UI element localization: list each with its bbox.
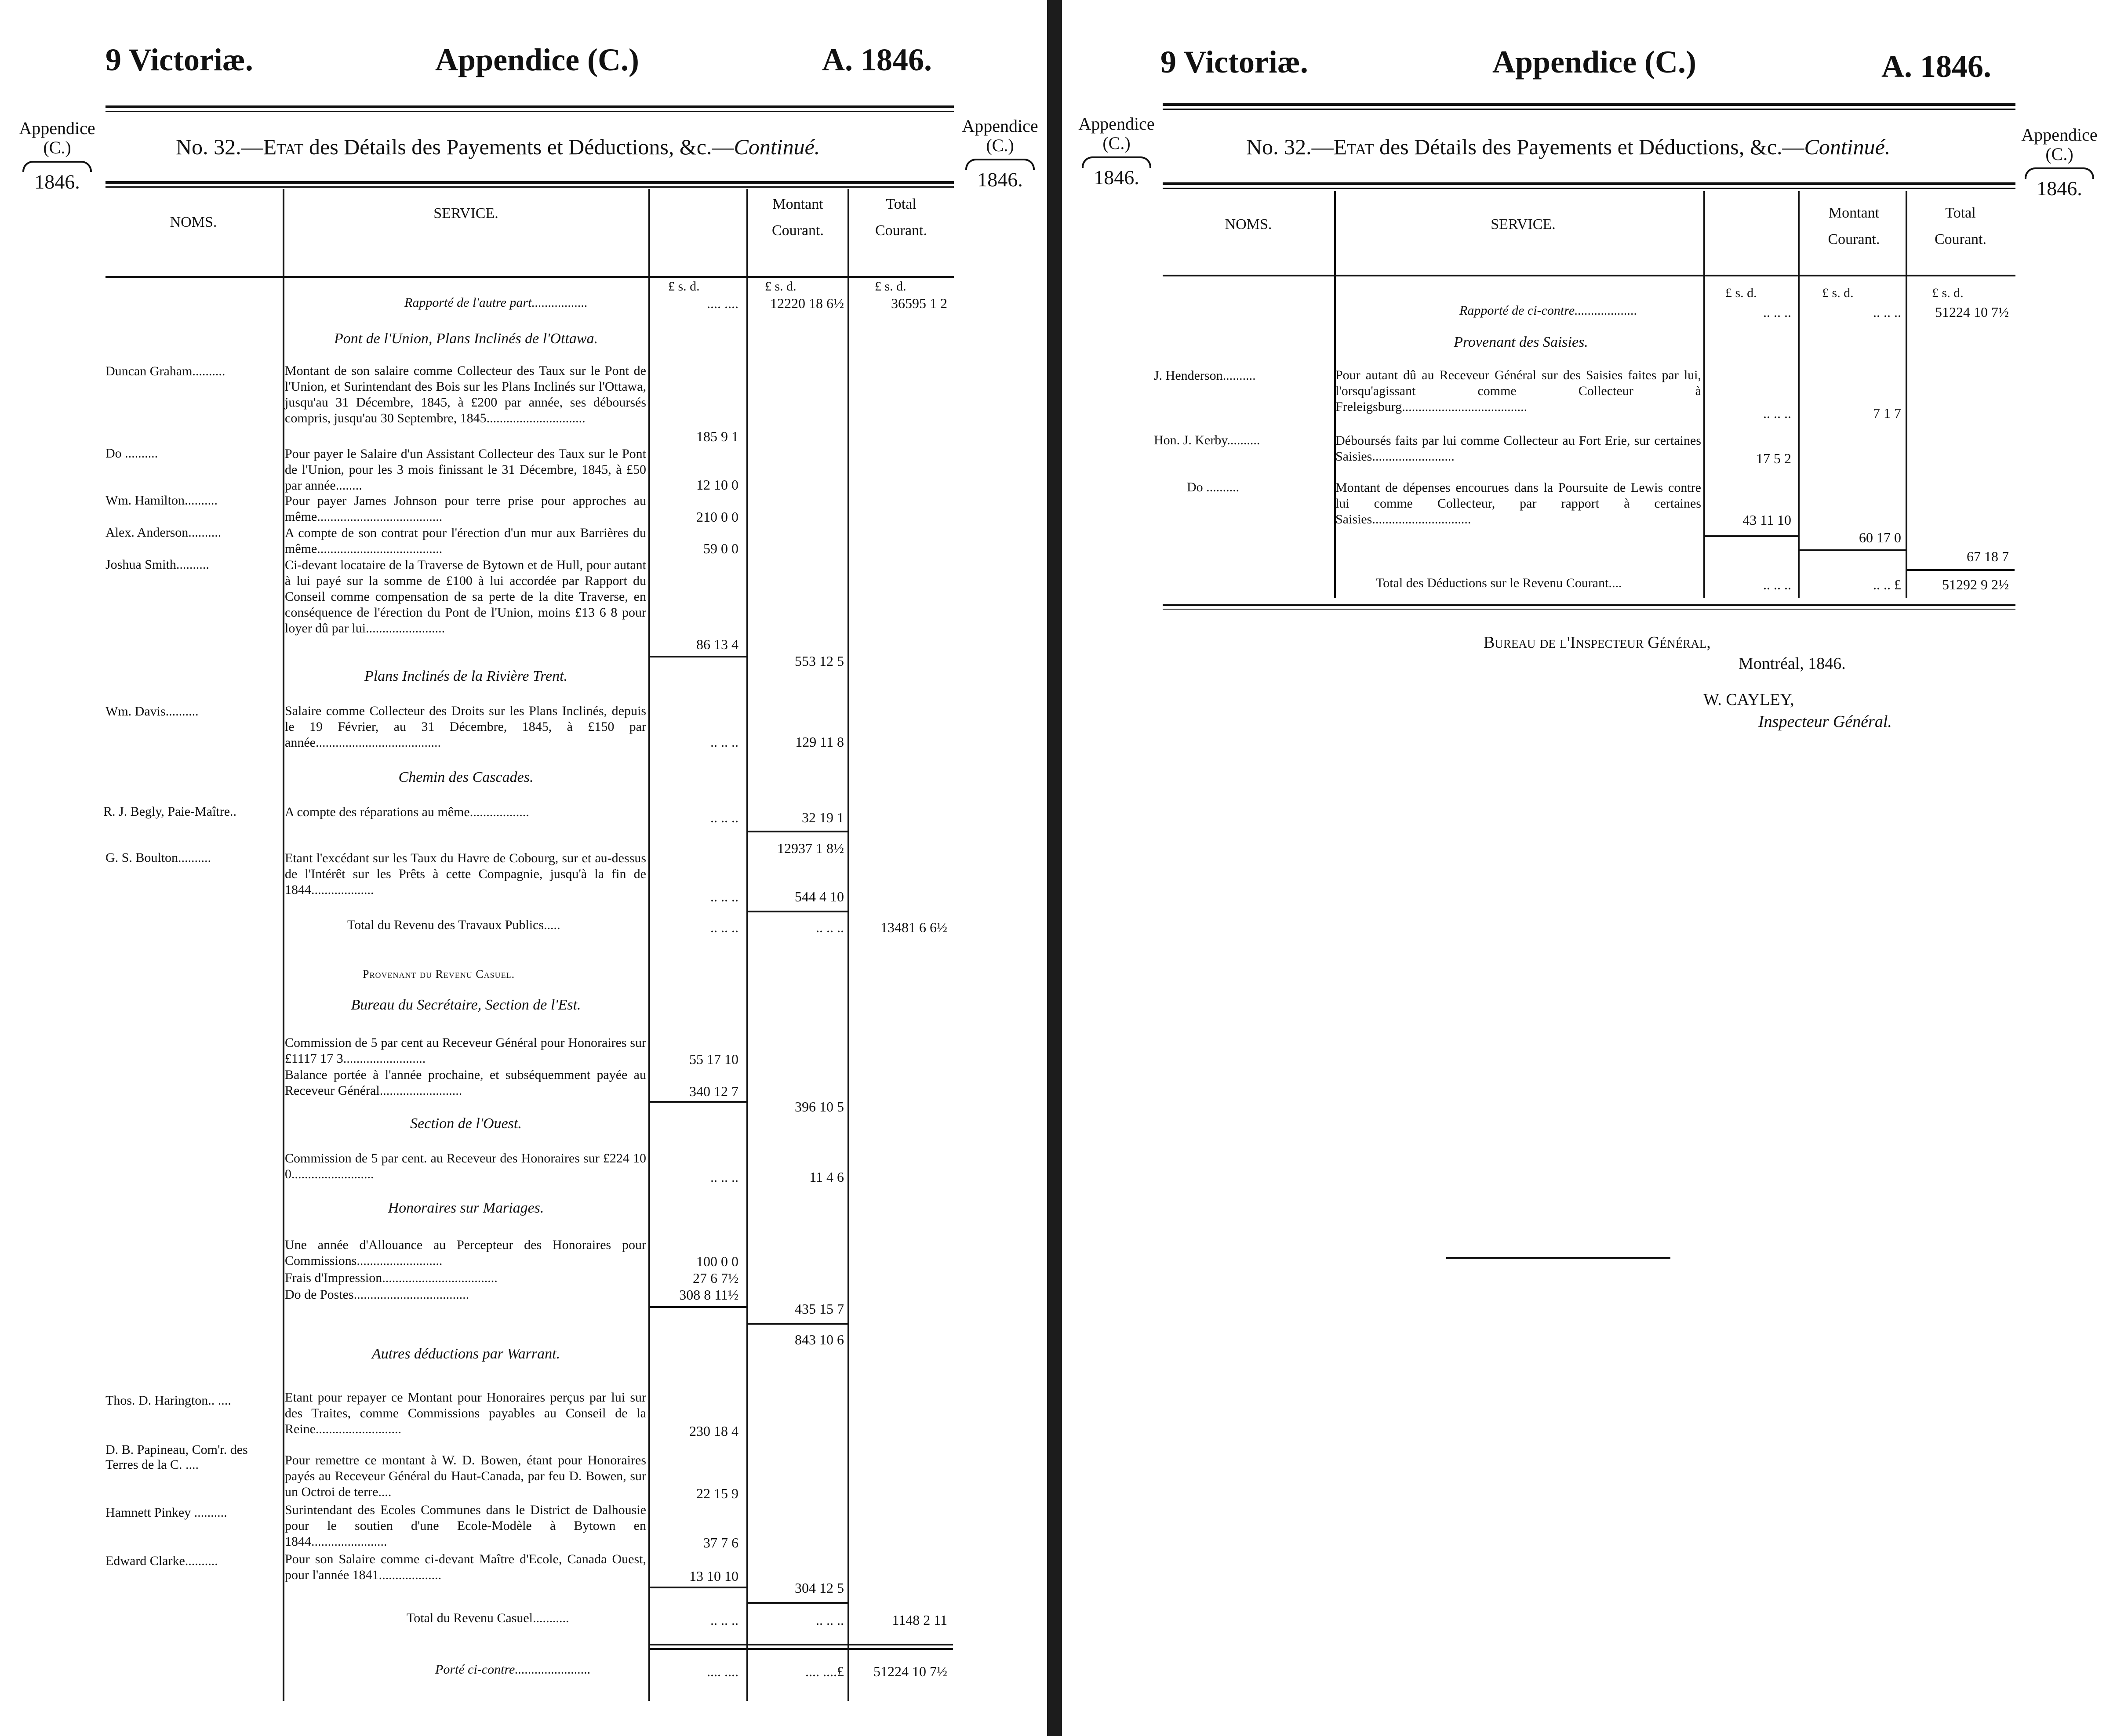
- row-service: Balance portée à l'année prochaine, et subséquemment payée au Receveur Général.........................: [285, 1068, 646, 1098]
- row-c1: 210 0 0: [696, 509, 738, 525]
- row-name: Hon. J. Kerby..........: [1154, 433, 1260, 447]
- row-name: Edward Clarke..........: [105, 1554, 218, 1568]
- row-name: Do ..........: [105, 446, 158, 461]
- place-date-line: Montréal, 1846.: [1739, 654, 1846, 673]
- row-c2: .. .. ..: [816, 919, 844, 935]
- row-c2: 60 17 0: [1859, 530, 1901, 545]
- row-c2: 11 4 6: [809, 1169, 844, 1185]
- row-service: Pour payer le Salaire d'un Assistant Collecteur des Taux sur le Pont de l'Union, pour les 3 mois finissant le 31 Décembre, 1845, à £50 par année........: [285, 447, 646, 493]
- col-header-noms: NOMS.: [1225, 216, 1272, 232]
- row-c1: 37 7 6: [703, 1535, 738, 1551]
- row-service: Montant de son salaire comme Collecteur des Taux sur le Pont de l'Union, et Surintendant des Bois sur les Plans Inclinés sur l'Ottawa, jusqu'au 31 Décembre, 1845, à £200 par année, ses déboursés compris, jusqu'au 30 Septembre, 1845..............................: [285, 363, 646, 425]
- title-rule: [105, 181, 954, 184]
- total-row-label: Total du Revenu Casuel...........: [407, 1611, 569, 1625]
- row-c1: 230 18 4: [689, 1423, 738, 1439]
- row-c3: 1148 2 11: [892, 1612, 947, 1628]
- row-name: Wm. Davis..........: [105, 704, 199, 719]
- row-c2: 396 10 5: [795, 1099, 844, 1115]
- section-caps-heading: Provenant du Revenu Casuel.: [363, 968, 515, 981]
- closing-rule: [1446, 1257, 1670, 1259]
- section-heading: Plans Inclinés de la Rivière Trent.: [364, 668, 568, 684]
- header-rule-thin: [1163, 109, 2015, 110]
- row-c2-subtotal: 12937 1 8½: [777, 840, 844, 856]
- row-name: Thos. D. Harington.. ....: [105, 1393, 231, 1408]
- col-header-service: SERVICE.: [1491, 216, 1556, 232]
- row-c3: 51224 10 7½: [873, 1663, 947, 1679]
- table-title: No. 32.—Etat des Détails des Payements et Déductions, &c.—Continué.: [1246, 134, 1891, 159]
- margin-note-left: Appendice (C.) 1846.: [1078, 114, 1155, 189]
- row-c2: 553 12 5: [795, 653, 844, 669]
- appendix-heading: Appendice (C.): [435, 42, 639, 77]
- header-rule: [1163, 103, 2015, 106]
- total-rule: [650, 1644, 953, 1645]
- lsd-c3: £ s. d.: [1932, 286, 1964, 300]
- row-c1: .... ....: [707, 1663, 738, 1679]
- subtotal-rule: [650, 1306, 746, 1308]
- col-rule-service: [648, 189, 650, 1701]
- row-c1: .. .. ..: [1763, 304, 1791, 320]
- subtotal-rule: [1799, 549, 1906, 551]
- signatory-name: W. CAYLEY,: [1703, 690, 1794, 709]
- lsd-c1: £ s. d.: [1725, 286, 1757, 300]
- row-c1: 340 12 7: [689, 1083, 738, 1099]
- row-service: Pour son Salaire comme ci-devant Maître d'Ecole, Canada Ouest, pour l'année 1841...................: [285, 1552, 646, 1582]
- row-c2: 12220 18 6½: [770, 295, 844, 311]
- lsd-c1: £ s. d.: [668, 279, 700, 294]
- section-heading: Bureau du Secrétaire, Section de l'Est.: [351, 997, 581, 1013]
- row-service: Ci-devant locataire de la Traverse de Bytown et de Hull, pour autant à lui payé sur la somme de £100 à lui accordée par Rapport du Conseil comme compensation de sa perte de la dite Traverse, en conséquence de l'érection du Pont de l'Union, moins £13 6 8 pour loyer dû par lui........................: [285, 558, 646, 636]
- row-c2: 7 1 7: [1873, 405, 1901, 421]
- section-heading: Honoraires sur Mariages.: [388, 1200, 544, 1216]
- year-heading: A. 1846.: [822, 42, 932, 77]
- margin-note-left: Appendice (C.) 1846.: [19, 118, 95, 193]
- signatory-title: Inspecteur Général.: [1758, 712, 1892, 731]
- row-service: Surintendant des Ecoles Communes dans le District de Dalhousie pour le soutien d'une Ecole-Modèle à Bytown en 1844.......................: [285, 1503, 646, 1549]
- row-name: Wm. Hamilton..........: [105, 493, 218, 508]
- row-c1: .. .. ..: [710, 919, 738, 935]
- row-c3: 67 18 7: [1967, 548, 2009, 564]
- row-c1: 308 8 11½: [679, 1287, 738, 1303]
- table-bottom-rule-thin: [1163, 609, 2015, 610]
- row-c1: .. .. ..: [1763, 405, 1791, 421]
- row-c1: .. .. ..: [710, 889, 738, 904]
- row-service: Déboursés faits par lui comme Collecteur au Fort Erie, sur certaines Saisies.........................: [1335, 433, 1701, 464]
- session-heading: 9 Victoriæ.: [1160, 44, 1308, 80]
- total-row-label: Total du Revenu des Travaux Publics.....: [347, 918, 560, 932]
- row-c1: .... ....: [707, 295, 738, 311]
- row-c1: 22 15 9: [696, 1485, 738, 1501]
- col-header-total: Total Courant.: [1934, 205, 1987, 247]
- row-c1: 13 10 10: [689, 1568, 738, 1584]
- row-name: Hamnett Pinkey ..........: [105, 1505, 227, 1520]
- row-c1: 185 9 1: [696, 429, 738, 444]
- subtotal-rule: [650, 1101, 746, 1103]
- carried-forward-label: Porté ci-contre.......................: [435, 1662, 591, 1677]
- row-c1: .. .. ..: [710, 734, 738, 750]
- lsd-c3: £ s. d.: [875, 279, 906, 294]
- row-service: Do de Postes...................................: [285, 1287, 469, 1302]
- header-bottom-rule: [105, 276, 954, 278]
- subtotal-rule: [747, 911, 847, 912]
- col-header-service: SERVICE.: [433, 205, 498, 222]
- col-rule-c2: [1906, 191, 1907, 598]
- row-service: Commission de 5 par cent. au Receveur des Honoraires sur £224 10 0.........................: [285, 1151, 646, 1181]
- row-service: Montant de dépenses encourues dans la Poursuite de Lewis contre lui comme Collecteur, par rapport à certaines Saisies..............................: [1335, 480, 1701, 527]
- table-bottom-rule: [1163, 604, 2015, 606]
- row-c1: .. .. ..: [710, 1612, 738, 1628]
- row-service: Etant l'excédant sur les Taux du Havre de Cobourg, sur et au-dessus de l'Intérêt sur les Prêts à cette Compagnie, jusqu'à la fin de 1844...................: [285, 851, 646, 897]
- row-name: D. B. Papineau, Com'r. des Terres de la C. ....: [105, 1442, 248, 1472]
- row-c1: .. .. ..: [710, 1169, 738, 1185]
- margin-note-right: Appendice (C.) 1846.: [962, 116, 1038, 191]
- row-name: Alex. Anderson..........: [105, 525, 222, 540]
- row-c2: .. .. ..: [816, 1612, 844, 1628]
- row-service: A compte de son contrat pour l'érection d'un mur aux Barrières du même......................................: [285, 526, 646, 556]
- row-name: G. S. Boulton..........: [105, 850, 211, 865]
- year-heading: A. 1846.: [1881, 49, 1991, 84]
- subtotal-rule: [747, 1323, 847, 1325]
- row-name: Joshua Smith..........: [105, 557, 209, 572]
- row-c1: 12 10 0: [696, 477, 738, 493]
- col-header-montant: Montant Courant.: [771, 196, 824, 239]
- row-c3: 13481 6 6½: [880, 919, 947, 935]
- section-heading: Pont de l'Union, Plans Inclinés de l'Ottawa.: [334, 330, 598, 347]
- lsd-c2: £ s. d.: [1822, 286, 1854, 300]
- row-service: Rapporté de ci-contre...................: [1459, 303, 1637, 318]
- subtotal-rule: [650, 656, 746, 657]
- title-rule: [1163, 182, 2015, 185]
- row-name: J. Henderson..........: [1154, 368, 1256, 383]
- subtotal-rule: [747, 1602, 847, 1604]
- row-c1: 55 17 10: [689, 1051, 738, 1067]
- lsd-c2: £ s. d.: [765, 279, 797, 294]
- total-row-label: Total des Déductions sur le Revenu Courant....: [1376, 576, 1622, 590]
- row-service: Salaire comme Collecteur des Droits sur les Plans Inclinés, depuis le 19 Février, au 31 Décembre, 1845, à £150 par année......................................: [285, 704, 646, 750]
- row-service: Une année d'Allouance au Percepteur des Honoraires pour Commissions..........................: [285, 1238, 646, 1268]
- row-c2: .. .. £: [1873, 577, 1901, 592]
- col-rule-c1: [746, 189, 748, 1701]
- row-c3: 36595 1 2: [891, 295, 947, 311]
- row-c3: 51292 9 2½: [1942, 577, 2009, 592]
- row-c2: 544 4 10: [795, 889, 844, 904]
- row-service: Pour payer James Johnson pour terre prise pour approches au même......................................: [285, 494, 646, 524]
- row-service: Rapporté de l'autre part.................: [404, 295, 588, 310]
- row-c2: 32 19 1: [802, 810, 844, 825]
- table-title: No. 32.—Etat des Détails des Payements et Déductions, &c.—Continué.: [176, 134, 820, 159]
- title-rule-thin: [1163, 188, 2015, 189]
- row-c1: 17 5 2: [1756, 450, 1791, 466]
- subtotal-rule: [747, 831, 847, 832]
- section-heading: Provenant des Saisies.: [1454, 334, 1588, 350]
- row-c1: 86 13 4: [696, 636, 738, 652]
- left-page: [0, 0, 1046, 1736]
- row-c1: 27 6 7½: [693, 1270, 738, 1286]
- subtotal-rule: [1907, 569, 2015, 571]
- total-rule-double: [650, 1648, 953, 1650]
- section-heading: Section de l'Ouest.: [410, 1115, 522, 1132]
- row-c3: 51224 10 7½: [1935, 304, 2009, 320]
- subtotal-rule: [650, 1587, 746, 1588]
- row-c1: .. .. ..: [710, 810, 738, 825]
- col-rule-noms: [283, 189, 284, 1701]
- section-heading: Chemin des Cascades.: [398, 769, 534, 785]
- col-header-montant: Montant Courant.: [1828, 205, 1880, 247]
- header-rule: [105, 105, 954, 108]
- col-header-total: Total Courant.: [875, 196, 928, 239]
- subtotal-rule: [1705, 535, 1798, 537]
- row-c2-subtotal: 843 10 6: [795, 1332, 844, 1347]
- col-rule-c2: [847, 189, 849, 1701]
- row-name: Duncan Graham..........: [105, 364, 226, 378]
- row-c2: .. .. ..: [1873, 304, 1901, 320]
- row-service: Pour remettre ce montant à W. D. Bowen, étant pour Honoraires payés au Receveur Général du Haut-Canada, par feu D. Bowen, sur un Octroi de terre....: [285, 1453, 646, 1499]
- row-c1: .. .. ..: [1763, 577, 1791, 592]
- row-name: Do ..........: [1187, 480, 1240, 494]
- row-c1: 43 11 10: [1742, 512, 1791, 528]
- bureau-line: Bureau de l'Inspecteur Général,: [1484, 633, 1711, 652]
- row-c2: 304 12 5: [795, 1580, 844, 1596]
- header-rule-thin: [105, 111, 954, 112]
- row-c1: 59 0 0: [703, 541, 738, 556]
- col-rule-c1: [1798, 191, 1800, 598]
- margin-note-right: Appendice (C.) 1846.: [2021, 125, 2098, 200]
- header-bottom-rule: [1163, 275, 2015, 276]
- book-gutter: [1047, 0, 1062, 1736]
- row-c2: 129 11 8: [795, 734, 844, 750]
- row-service: A compte des réparations au même..................: [285, 805, 529, 819]
- row-service: Frais d'Impression...................................: [285, 1271, 498, 1285]
- row-name: R. J. Begly, Paie-Maître..: [103, 804, 237, 819]
- row-service: Etant pour repayer ce Montant pour Honoraires perçus par lui sur des Traites, comme Commissions payables au Conseil de la Reine..........................: [285, 1390, 646, 1436]
- appendix-heading: Appendice (C.): [1492, 44, 1696, 80]
- row-c2: 435 15 7: [795, 1301, 844, 1317]
- title-rule-thin: [105, 186, 954, 188]
- row-c1: 100 0 0: [696, 1253, 738, 1269]
- row-service: Commission de 5 par cent au Receveur Général pour Honoraires sur £1117 17 3.........................: [285, 1035, 646, 1066]
- right-page: [1064, 0, 2106, 1736]
- section-heading: Autres déductions par Warrant.: [371, 1346, 560, 1362]
- row-c2: .... ....£: [805, 1663, 844, 1679]
- col-header-noms: NOMS.: [170, 214, 217, 230]
- row-service: Pour autant dû au Receveur Général sur des Saisies faites par lui, l'orsqu'agissant comme Collecteur à Freleigsburg......................................: [1335, 368, 1701, 414]
- session-heading: 9 Victoriæ.: [105, 42, 253, 77]
